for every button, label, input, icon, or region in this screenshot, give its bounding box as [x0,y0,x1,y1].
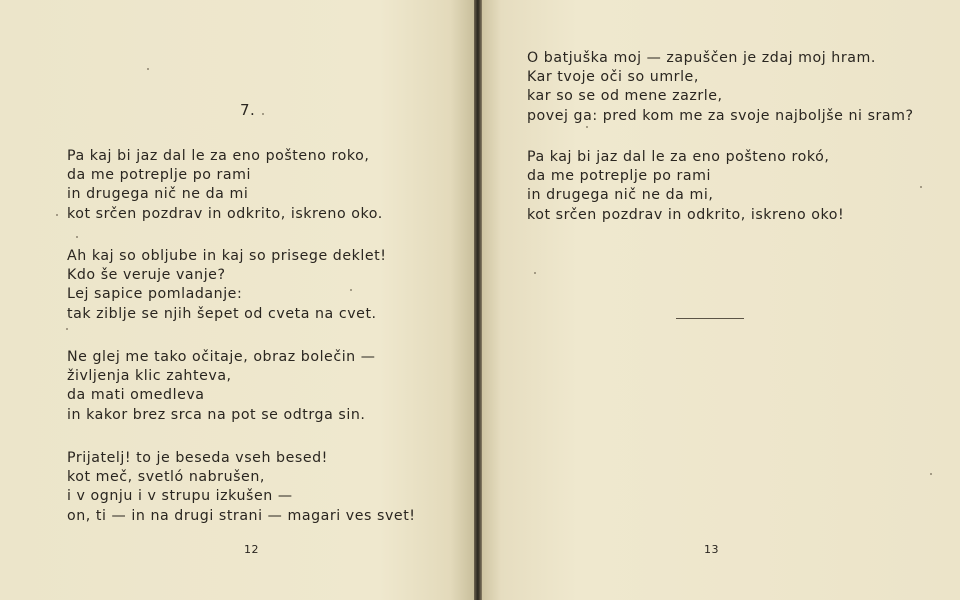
poem-number: 7. [240,101,256,119]
verse-line: povej ga: pred kom me za svoje najboljše ni sram? [527,107,914,124]
stanza [67,247,387,324]
verse-line: Ne glej me tako očitaje, obraz bolečin — [67,349,376,365]
paper-speck [56,214,58,216]
page-number: 12 [244,543,259,556]
verse-line: Prijatelj! to je beseda vseh besed! [67,450,328,466]
verse-line: kot srčen pozdrav in odkrito, iskreno oko. [67,205,383,222]
paper-speck [147,68,149,70]
verse-line: in kakor brez srca na pot se odtrga sin. [67,406,366,423]
left-page [0,0,474,600]
verse-line: in drugega nič ne da mi [67,186,249,203]
verse-line: i v ognju i v strupu izkušen — [67,488,293,505]
stanza [67,348,376,425]
paper-speck [586,126,588,128]
verse-line: Pa kaj bi jaz dal le za eno pošteno rokó, [527,149,830,165]
verse-line: da me potreplje po rami [527,168,712,185]
verse-line: da mati omedleva [67,387,205,404]
verse-line: da me potreplje po rami [67,167,252,184]
verse-line: Pa kaj bi jaz dal le za eno pošteno roko, [67,148,370,164]
stanza [527,148,844,225]
verse-line: tak ziblje se njih šepet od cveta na cvet. [67,305,377,322]
paper-speck [350,289,352,291]
verse-line: Lej sapice pomladanje: [67,286,243,303]
verse-line: kot meč, svetló nabrušen, [67,469,265,486]
stanza [67,147,383,224]
right-page [482,0,960,600]
verse-line: Ah kaj so obljube in kaj so prisege deklet! [67,248,387,264]
paper-speck [262,113,264,115]
stanza [67,449,416,526]
verse-line: kar so se od mene zazrle, [527,88,723,105]
verse-line: kot srčen pozdrav in odkrito, iskreno oko! [527,206,845,223]
book-gutter [474,0,482,600]
stanza [527,49,914,126]
paper-speck [66,328,68,330]
paper-speck [534,272,536,274]
verse-line: življenja klic zahteva, [67,368,232,385]
paper-speck [920,186,922,188]
verse-line: on, ti — in na drugi strani — magari ves svet! [67,507,416,524]
verse-line: in drugega nič ne da mi, [527,187,714,204]
verse-line: Kdo še veruje vanje? [67,267,226,284]
end-rule [676,318,744,319]
paper-speck [76,236,78,238]
verse-line: O batjuška moj — zapuščen je zdaj moj hram. [527,50,876,66]
paper-speck [930,473,932,475]
verse-line: Kar tvoje oči so umrle, [527,69,699,86]
page-number: 13 [704,543,719,556]
